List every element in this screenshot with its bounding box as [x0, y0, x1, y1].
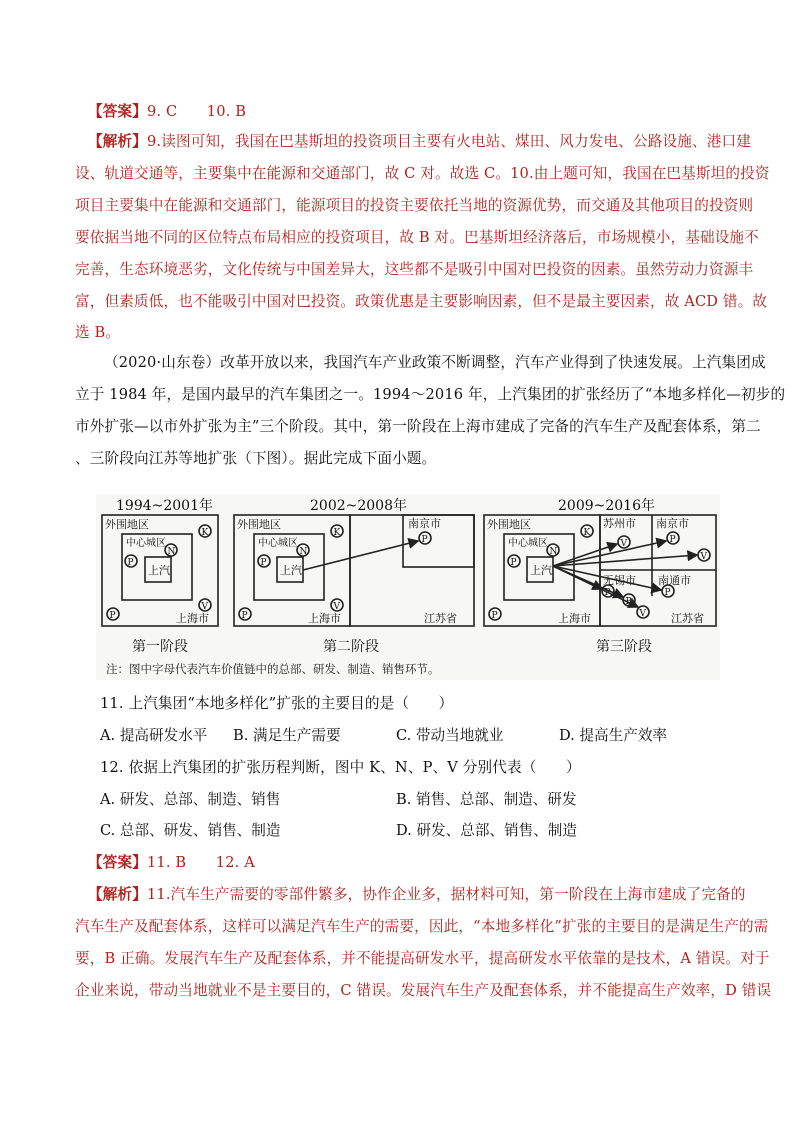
analysis-line — [88, 884, 746, 906]
jiangsu-label: 江苏省 — [424, 612, 457, 625]
analysis-line: 设、轨道交通等，主要集中在能源和交通部门，故 C 对。故选 C。10.由上题可知，我国在巴基斯坦的投资 — [75, 165, 770, 182]
answer-line-2 — [88, 852, 738, 874]
p-letter: P — [669, 535, 676, 545]
material-line: 立于 1984 年，是国内最早的汽车集团之一。1994～2016 年，上汽集团的扩张经历了“本地多样化—初步的 — [75, 386, 786, 403]
k-letter: K — [583, 528, 591, 538]
v-letter: V — [333, 602, 340, 612]
period-label: 2009~2016年 — [558, 498, 655, 514]
p-letter: P — [664, 588, 671, 598]
jiangsu-label: 江苏省 — [671, 612, 704, 625]
v-letter: V — [201, 602, 208, 612]
center-label: 中心城区 — [258, 538, 298, 549]
outer-label: 外围地区 — [237, 518, 281, 531]
question-12-stem: 12. 依据上汽集团的扩张历程判断，图中 K、N、P、V 分别代表（ ） — [100, 759, 581, 776]
expansion-diagram — [96, 494, 720, 680]
stage-label: 第三阶段 — [596, 639, 652, 655]
shanghai-label: 上海市 — [558, 612, 591, 625]
nanjing-label: 南京市 — [656, 517, 689, 530]
analysis-line: 选 B。 — [75, 324, 121, 341]
saic-label: 上汽 — [530, 564, 552, 577]
option-a[interactable]: A. 提高研发水平 — [100, 727, 208, 744]
answer-tag: 【答案】 — [88, 854, 147, 871]
answer-tag: 【答案】 — [88, 103, 147, 120]
center-label: 中心城区 — [126, 538, 166, 549]
analysis-line: 要，B 正确。发展汽车生产及配套体系，并不能提高研发水平，提高研发水平依靠的是技术，A 错误。对于 — [75, 950, 770, 967]
expansion-arrow — [553, 544, 617, 566]
p-letter: P — [127, 558, 134, 568]
analysis-line: 要依据当地不同的区位特点布局相应的投资项目，故 B 对。巴基斯坦经济落后，市场规模小，基础设施不 — [75, 229, 759, 246]
material-line: 、三阶段向江苏等地扩张（下图）。据此完成下面小题。 — [75, 450, 437, 467]
center-label: 中心城区 — [508, 538, 548, 549]
period-label: 2002~2008年 — [310, 498, 407, 514]
option-c[interactable]: C. 总部、研发、销售、制造 — [100, 822, 281, 839]
saic-label: 上汽 — [148, 564, 170, 577]
n-letter: N — [299, 547, 308, 557]
p-letter: P — [604, 588, 611, 598]
v-letter: V — [639, 609, 646, 619]
k-letter: K — [201, 528, 209, 538]
nantong-label: 南通市 — [658, 574, 691, 587]
n-letter: N — [167, 547, 176, 557]
answer-line-1 — [88, 101, 738, 123]
expansion-arrow — [303, 541, 418, 570]
option-c[interactable]: C. 带动当地就业 — [396, 727, 504, 744]
analysis-line — [88, 131, 751, 153]
analysis-line: 富，但素质低，也不能吸引中国对巴投资。政策优惠是主要影响因素，但不是最主要因素，故 ACD 错。故 — [75, 293, 768, 310]
option-b[interactable]: B. 销售、总部、制造、研发 — [396, 791, 577, 808]
shanghai-label: 上海市 — [308, 612, 341, 625]
option-a[interactable]: A. 研发、总部、制造、销售 — [100, 791, 281, 808]
p-letter: P — [510, 558, 517, 568]
p-letter: P — [109, 611, 116, 621]
p-letter: P — [421, 535, 428, 545]
stage-label: 第一阶段 — [132, 639, 188, 655]
analysis-line: 完善，生态环境恶劣，文化传统与中国差异大，这些都不是吸引中国对巴投资的因素。虽然劳动力资源丰 — [75, 261, 754, 278]
shanghai-label: 上海市 — [176, 612, 209, 625]
v-letter: V — [620, 539, 627, 549]
jiangsu-box — [350, 515, 474, 626]
analysis-tag: 【解析】 — [88, 886, 147, 903]
analysis-line: 汽车生产及配套体系，这样可以满足汽车生产的需要，因此，“本地多样化”扩张的主要目的是满足生产的需 — [75, 918, 769, 935]
figure-note: 注：图中字母代表汽车价值链中的总部、研发、制造、销售环节。 — [106, 662, 440, 676]
v-letter: V — [700, 552, 707, 562]
wuxi-label: 无锡市 — [603, 574, 636, 587]
saic-label: 上汽 — [280, 564, 302, 577]
p-letter: P — [241, 611, 248, 621]
analysis-text: 11.汽车生产需要的零部件繁多，协作企业多，据材料可知，第一阶段在上海市建成了完备的 — [146, 886, 746, 903]
analysis-text: 9.读图可知，我国在巴基斯坦的投资项目主要有火电站、煤田、风力发电、公路设施、港口建 — [146, 133, 751, 150]
question-11-stem: 11. 上汽集团“本地多样化”扩张的主要目的是（ ） — [100, 695, 454, 712]
outer-label: 外围地区 — [105, 518, 149, 531]
suzhou-label: 苏州市 — [603, 517, 636, 530]
option-d[interactable]: D. 研发、总部、销售、制造 — [396, 822, 577, 839]
stage-label: 第二阶段 — [323, 639, 379, 655]
option-d[interactable]: D. 提高生产效率 — [559, 727, 668, 744]
period-label: 1994~2001年 — [116, 498, 213, 514]
analysis-line: 企业来说，带动当地就业不是主要目的，C 错误。发展汽车生产及配套体系，并不能提高生产效率，D 错误 — [75, 982, 772, 999]
answer-text: 11. B 12. A — [146, 854, 255, 871]
p-letter: P — [625, 597, 632, 607]
analysis-line: 项目主要集中在能源和交通部门，能源项目的投资主要依托当地的资源优势，而交通及其他项目的投资则 — [75, 197, 754, 214]
p-letter: P — [260, 558, 267, 568]
material-line: （2020·山东卷）改革开放以来，我国汽车产业政策不断调整，汽车产业得到了快速发展。上汽集团成 — [104, 354, 766, 371]
answer-text: 9. C 10. B — [146, 103, 247, 120]
n-letter: N — [549, 547, 558, 557]
nanjing-label: 南京市 — [408, 517, 441, 530]
analysis-tag: 【解析】 — [88, 133, 147, 150]
p-letter: P — [491, 611, 498, 621]
k-letter: K — [333, 528, 341, 538]
material-line: 市外扩张—以市外扩张为主”三个阶段。其中，第一阶段在上海市建成了完备的汽车生产及配套体系，第二 — [75, 418, 761, 435]
outer-label: 外围地区 — [487, 518, 531, 531]
option-b[interactable]: B. 满足生产需要 — [233, 727, 341, 744]
